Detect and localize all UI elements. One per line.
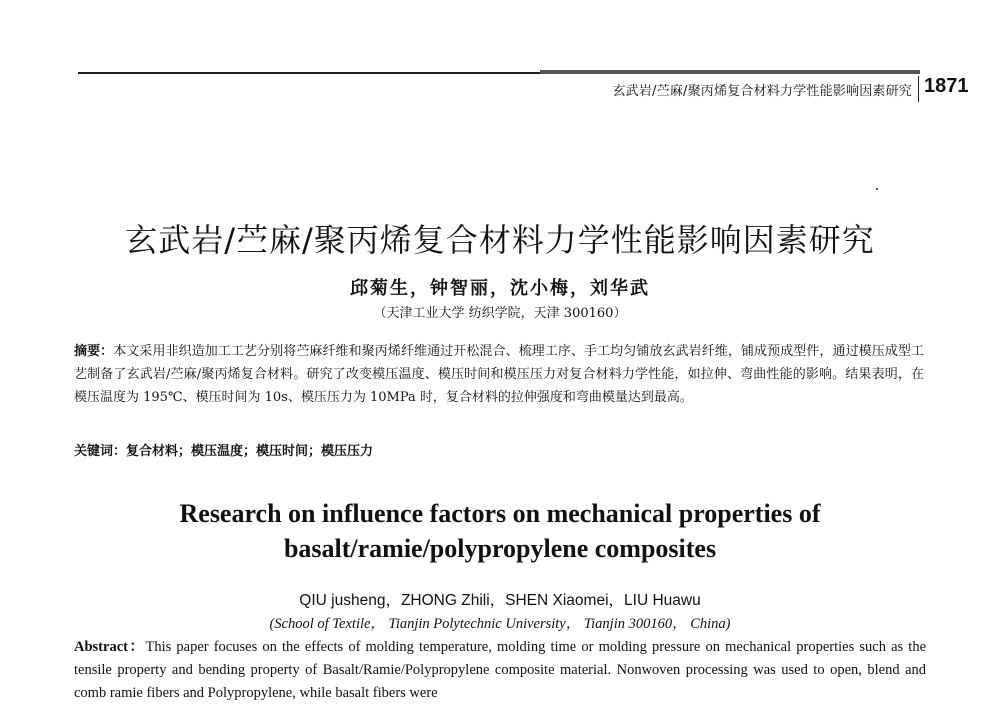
- cn-keywords: [74, 440, 924, 463]
- en-abstract-label: Abstract：: [74, 639, 146, 655]
- cn-abstract-text: 本文采用非织造加工工艺分别将苎麻纤维和聚丙烯纤维通过开松混合、梳理工序、手工均匀铺放玄武岩纤维，铺成预成型件，通过模压成型工艺制备了玄武岩/苎麻/聚丙烯复合材料。研究了改变模压温度、模压时间和模压压力对复合材料力学性能，如拉伸、弯曲性能的影响。结果表明，在模压温度为 195℃、模压时间为 10s、模压压力为 10MPa 时，复合材料的拉伸强度和弯曲模量达到最高。: [74, 344, 924, 405]
- header-separator: [918, 76, 919, 102]
- running-title: 玄武岩/苎麻/聚丙烯复合材料力学性能影响因素研究: [612, 84, 912, 99]
- cn-abstract-label: 摘要：: [74, 344, 114, 359]
- en-title-line-1: Research on influence factors on mechanical properties of: [179, 499, 821, 528]
- cn-keywords-label: 关键词：: [74, 444, 127, 459]
- page-number: 1871: [924, 75, 969, 97]
- cn-affiliation: （天津工业大学 纺织学院，天津 300160）: [373, 306, 627, 321]
- en-abstract-text: This paper focuses on the effects of molding temperature, molding time or molding pressure on mechanical properties such as the tensile property and bending property of Basalt/Ramie/Polypropylene composite material. Nonwoven processing was used to open, blend and comb ramie fibers and Polypropylene, while basalt fibers were: [74, 639, 927, 701]
- cn-authors: 邱菊生，钟智丽，沈小梅，刘华武: [350, 278, 650, 299]
- cn-abstract: [74, 340, 924, 409]
- en-abstract: [74, 636, 926, 705]
- scan-speck: [876, 188, 878, 190]
- en-authors: QIU jusheng，ZHONG Zhili，SHEN Xiaomei，LIU Huawu: [299, 592, 701, 609]
- en-title: [0, 496, 1000, 566]
- en-title-line-2: basalt/ramie/polypropylene composites: [283, 534, 717, 563]
- cn-keywords-text: 复合材料；模压温度；模压时间；模压压力: [126, 444, 374, 459]
- cn-title: 玄武岩/苎麻/聚丙烯复合材料力学性能影响因素研究: [125, 221, 875, 259]
- header-rule-accent: [540, 70, 920, 74]
- en-affiliation: (School of Textile， Tianjin Polytechnic University， Tianjin 300160， China): [269, 616, 731, 632]
